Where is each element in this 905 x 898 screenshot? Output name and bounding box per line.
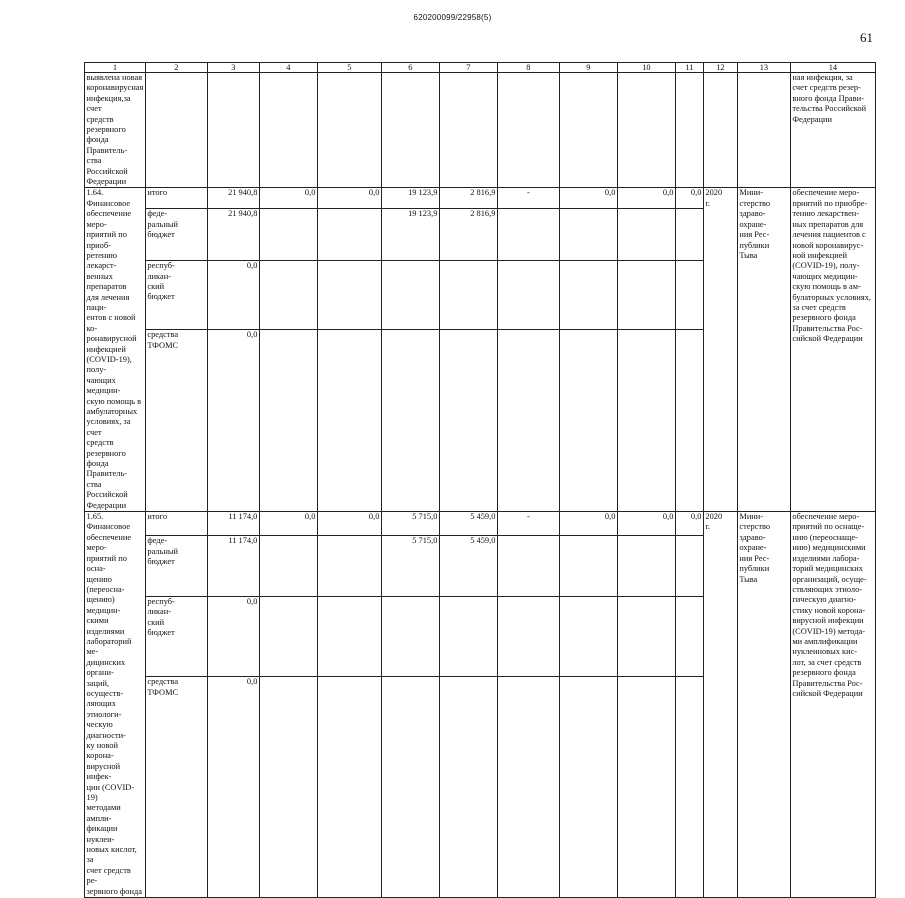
value-cell-c6: 19 123,9: [381, 188, 439, 209]
value-cell-c10: [617, 261, 675, 330]
continuation-cell-11: [675, 73, 703, 188]
header-cell-2: 2: [145, 63, 207, 73]
value-cell-c7: 5 459,0: [439, 536, 497, 596]
value-cell-c9: [559, 596, 617, 676]
continuation-cell-4: [259, 73, 317, 188]
value-cell-c11: 0,0: [675, 512, 703, 536]
value-cell-c11: [675, 536, 703, 596]
value-cell-c10: 0,0: [617, 512, 675, 536]
source-label: средства ТФОМС: [145, 330, 207, 512]
value-cell-c6: 5 715,0: [381, 536, 439, 596]
value-cell-c6: 5 715,0: [381, 512, 439, 536]
value-cell-c10: [617, 330, 675, 512]
value-cell-c9: 0,0: [559, 512, 617, 536]
value-cell-c7: 5 459,0: [439, 512, 497, 536]
value-cell-c8: -: [497, 512, 559, 536]
program-table: [84, 62, 876, 898]
value-cell-c5: [317, 330, 381, 512]
value-cell-c8: [497, 536, 559, 596]
value-cell-c11: [675, 261, 703, 330]
continuation-cell-6: [381, 73, 439, 188]
value-cell-c4: [259, 536, 317, 596]
value-cell-c7: [439, 677, 497, 898]
value-cell-c5: [317, 536, 381, 596]
document-id: 620200099/22958(5): [413, 13, 492, 22]
value-cell-c6: [381, 261, 439, 330]
value-cell-c8: [497, 261, 559, 330]
header-cell-12: 12: [703, 63, 737, 73]
value-cell-c7: [439, 330, 497, 512]
value-cell-c5: [317, 596, 381, 676]
table-row: [85, 512, 876, 536]
value-cell-c8: [497, 330, 559, 512]
value-cell-c4: [259, 261, 317, 330]
value-cell-c9: [559, 261, 617, 330]
row-result: обеспечение меро- приятий по приобре- тению лекарствен- ных препаратов для лечения пациентов с новой коронавирус- ной инфекцией (COVID-19), полу- чающих медицин- скую помощь в ам- булаторных условиях, за счет средств резервного фонда Правительства Рос- сийской Федерации: [790, 188, 875, 512]
row-year: 2020 г.: [703, 188, 737, 512]
value-cell-c10: [617, 677, 675, 898]
header-row: [85, 63, 876, 73]
source-total: 11 174,0: [207, 512, 259, 536]
continuation-row: [85, 73, 876, 188]
value-cell-c8: [497, 596, 559, 676]
value-cell-c4: [259, 677, 317, 898]
header-cell-3: 3: [207, 63, 259, 73]
source-label: респуб- ликан- ский бюджет: [145, 596, 207, 676]
value-cell-c11: [675, 677, 703, 898]
continuation-result: ная инфекция, за счет средств резер- вного фонда Прави- тельства Российской Федерации: [790, 73, 875, 188]
value-cell-c5: [317, 261, 381, 330]
value-cell-c7: 2 816,9: [439, 188, 497, 209]
value-cell-c5: [317, 677, 381, 898]
value-cell-c9: [559, 536, 617, 596]
value-cell-c11: 0,0: [675, 188, 703, 209]
value-cell-c6: [381, 596, 439, 676]
header-cell-14: 14: [790, 63, 875, 73]
value-cell-c10: [617, 596, 675, 676]
source-total: 0,0: [207, 330, 259, 512]
source-label: феде- ральный бюджет: [145, 536, 207, 596]
continuation-cell-13: [737, 73, 790, 188]
source-label: феде- ральный бюджет: [145, 209, 207, 261]
page-number: 61: [860, 30, 873, 45]
value-cell-c5: [317, 209, 381, 261]
value-cell-c8: [497, 677, 559, 898]
row-executor: Мини- стерство здраво- охране- ния Рес- публики Тыва: [737, 188, 790, 512]
source-total: 21 940,8: [207, 209, 259, 261]
source-total: 0,0: [207, 596, 259, 676]
value-cell-c5: 0,0: [317, 512, 381, 536]
source-total: 0,0: [207, 261, 259, 330]
source-label: итого: [145, 188, 207, 209]
value-cell-c5: 0,0: [317, 188, 381, 209]
source-total: 11 174,0: [207, 536, 259, 596]
value-cell-c9: [559, 330, 617, 512]
header-cell-13: 13: [737, 63, 790, 73]
continuation-cell-3: [207, 73, 259, 188]
header-cell-7: 7: [439, 63, 497, 73]
header-cell-10: 10: [617, 63, 675, 73]
row-result: обеспечение меро- приятий по оснаще- нию (переоснаще- нию) медицинскими изделиями лабора- торий медицинских организаций, осуще- ствляющих этиоло- гическую диагно- стику новой корона- вирусной инфекции (COVID-19) метода- ми амплификации нуклеиновых кис- лот, за счет средств резервного фонда Правительства Рос- сийской Федерации: [790, 512, 875, 898]
header-cell-1: 1: [85, 63, 146, 73]
value-cell-c4: [259, 209, 317, 261]
value-cell-c9: [559, 209, 617, 261]
value-cell-c7: [439, 261, 497, 330]
value-cell-c10: 0,0: [617, 188, 675, 209]
value-cell-c6: [381, 330, 439, 512]
continuation-cell-10: [617, 73, 675, 188]
value-cell-c7: [439, 596, 497, 676]
value-cell-c9: [559, 677, 617, 898]
source-total: 0,0: [207, 677, 259, 898]
value-cell-c6: [381, 677, 439, 898]
row-executor: Мини- стерство здраво- охране- ния Рес- публики Тыва: [737, 512, 790, 898]
value-cell-c8: -: [497, 188, 559, 209]
row-name: 1.64. Финансовое обеспечение меро- приятий по приоб- ретению лекарст- венных препаратов для лечения паци- ентов с новой ко- ронавирусной инфекцией (COVID-19), полу- чающих медицин- скую помощь в амбулаторных условиях, за счет средств резервного фонда Правитель- ства Российской Федерации: [85, 188, 146, 512]
header-cell-6: 6: [381, 63, 439, 73]
value-cell-c11: [675, 209, 703, 261]
continuation-cell-7: [439, 73, 497, 188]
value-cell-c4: 0,0: [259, 188, 317, 209]
continuation-cell-9: [559, 73, 617, 188]
header-cell-11: 11: [675, 63, 703, 73]
value-cell-c10: [617, 209, 675, 261]
header-cell-4: 4: [259, 63, 317, 73]
value-cell-c8: [497, 209, 559, 261]
value-cell-c11: [675, 330, 703, 512]
source-label: респуб- ликан- ский бюджет: [145, 261, 207, 330]
source-total: 21 940,8: [207, 188, 259, 209]
row-year: 2020 г.: [703, 512, 737, 898]
source-label: итого: [145, 512, 207, 536]
value-cell-c10: [617, 536, 675, 596]
value-cell-c4: [259, 330, 317, 512]
table-row: [85, 188, 876, 209]
header-cell-9: 9: [559, 63, 617, 73]
value-cell-c4: 0,0: [259, 512, 317, 536]
header-cell-8: 8: [497, 63, 559, 73]
continuation-cell-12: [703, 73, 737, 188]
continuation-cell-2: [145, 73, 207, 188]
value-cell-c11: [675, 596, 703, 676]
continuation-cell-8: [497, 73, 559, 188]
value-cell-c6: 19 123,9: [381, 209, 439, 261]
value-cell-c4: [259, 596, 317, 676]
continuation-cell-5: [317, 73, 381, 188]
value-cell-c7: 2 816,9: [439, 209, 497, 261]
row-name: 1.65. Финансовое обеспечение меро- приятий по осна- щению (переосна- щению) медицин- скими изделиями лабораторий ме- дицинских органи- заций, осуществ- ляющих этиологи- ческую диагности- ку новой корона- вирусной инфек- ции (COVID-19) методами ампли- фикации нуклеи- новых кислот, за счет средств ре- зервного фонда: [85, 512, 146, 898]
continuation-name: выявлена новая коронавирусная инфекция,за счет средств резервного фонда Правитель- ства Российской Федерации: [86, 73, 144, 187]
header-cell-5: 5: [317, 63, 381, 73]
source-label: средства ТФОМС: [145, 677, 207, 898]
value-cell-c9: 0,0: [559, 188, 617, 209]
